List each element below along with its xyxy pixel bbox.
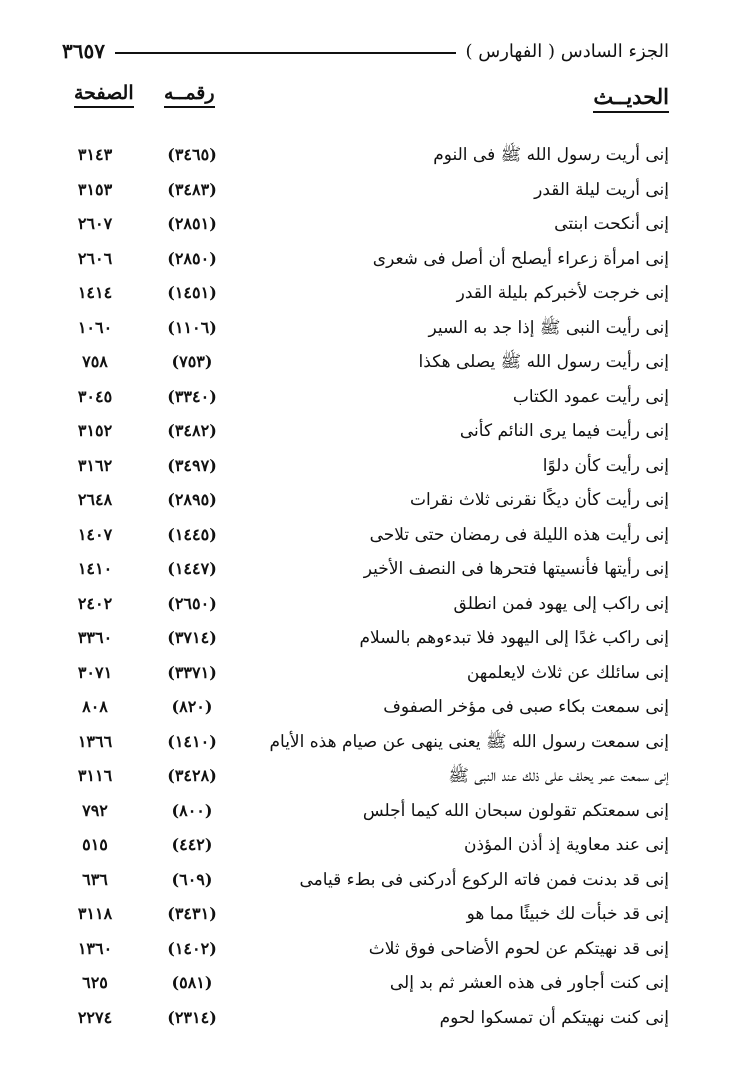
index-entry — [58, 380, 669, 415]
entry-hadith-text: إنى أريت ليلة القدر — [534, 179, 669, 200]
entry-page-number: ٣١١٦ — [77, 766, 113, 785]
entry-page-number: ٣١٥٢ — [77, 421, 113, 440]
entry-list — [58, 138, 669, 1035]
entry-page-number: ١٣٦٠ — [77, 938, 113, 958]
index-entry — [58, 207, 669, 242]
entry-page-number: ٥١٥ — [82, 835, 108, 854]
entry-hadith-number: (١٤٤٥) — [167, 524, 217, 544]
entry-page-number: ٧٩٢ — [82, 800, 108, 820]
page-number: ٣٦٥٧ — [62, 39, 105, 63]
index-entry — [58, 518, 669, 553]
index-entry — [58, 587, 669, 622]
entry-page-number: ٨٠٨ — [82, 697, 108, 716]
entry-page-number: ٣١٤٣ — [77, 145, 113, 164]
entry-hadith-text: إنى رأيت عمود الكتاب — [512, 386, 669, 407]
entry-page-number: ٢٦٠٦ — [77, 248, 113, 268]
entry-hadith-text: إنى عند معاوية إذ أذن المؤذن — [463, 835, 669, 855]
entry-hadith-text: إنى راكب غدًا إلى اليهود فلا تبدءوهم بالسلام — [359, 628, 669, 648]
entry-hadith-number: (٢٣١٤) — [167, 1007, 217, 1027]
entry-page-number: ١٤٠٧ — [77, 524, 113, 544]
entry-hadith-number: (١٤١٠) — [167, 731, 217, 751]
entry-hadith-number: (٦٠٩) — [171, 869, 213, 889]
entry-hadith-text: إنى رأيت رسول الله ﷺ يصلى هكذا — [418, 352, 669, 372]
entry-page-number: ٦٣٦ — [82, 869, 108, 889]
entry-hadith-text: إنى سائلك عن ثلاث لايعلمهن — [466, 662, 669, 683]
column-header-number: رقمــه — [164, 82, 215, 108]
entry-hadith-text: إنى رأيت كأن ديكًا نقرنى ثلاث نقرات — [410, 490, 669, 510]
index-entry — [58, 449, 669, 484]
entry-hadith-text: إنى كنت نهيتكم أن تمسكوا لحوم — [439, 1007, 669, 1028]
entry-hadith-number: (٨٠٠) — [171, 800, 213, 820]
entry-page-number: ٧٥٨ — [82, 352, 108, 371]
index-entry — [58, 552, 669, 587]
entry-hadith-text: إنى سمعت رسول الله ﷺ يعنى ينهى عن صيام هذه الأيام — [269, 731, 669, 752]
entry-hadith-number: (٣٤٦٥) — [167, 145, 217, 164]
entry-page-number: ٣١١٨ — [77, 904, 113, 923]
index-entry — [58, 311, 669, 346]
column-header-page: الصفحة — [74, 82, 134, 108]
entry-page-number: ١٤١٤ — [77, 283, 113, 302]
index-entry — [58, 759, 669, 794]
entry-hadith-text: إنى أريت رسول الله ﷺ فى النوم — [433, 145, 669, 165]
index-entry — [58, 276, 669, 311]
running-title: الجزء السادس ( الفهارس ) — [465, 40, 669, 62]
entry-page-number: ١٤١٠ — [77, 559, 113, 578]
index-entry — [58, 483, 669, 518]
entry-hadith-text: إنى رأيت النبى ﷺ إذا جد به السير — [428, 317, 669, 338]
entry-hadith-number: (٢٨٥٠) — [167, 248, 217, 268]
index-entry — [58, 242, 669, 277]
index-entry — [58, 1001, 669, 1036]
entry-hadith-text: إنى رأيت هذه الليلة فى رمضان حتى تلاحى — [369, 524, 669, 545]
index-entry — [58, 656, 669, 691]
entry-hadith-text: إنى سمعت بكاء صبى فى مؤخر الصفوف — [383, 697, 669, 717]
header-rule — [115, 52, 456, 54]
entry-page-number: ٣١٦٢ — [77, 455, 113, 475]
entry-hadith-number: (٢٨٩٥) — [167, 490, 217, 509]
index-entry — [58, 897, 669, 932]
entry-hadith-number: (٧٥٣) — [171, 352, 213, 371]
entry-page-number: ٣٣٦٠ — [77, 628, 113, 647]
index-entry — [58, 863, 669, 898]
index-entry — [58, 725, 669, 760]
entry-page-number: ٣٠٤٥ — [77, 386, 113, 406]
entry-hadith-number: (٥٨١) — [171, 973, 213, 992]
entry-hadith-number: (٣٤٢٨) — [167, 766, 217, 785]
entry-hadith-number: (١٤٤٧) — [167, 559, 217, 578]
entry-hadith-text: إنى قد بدنت فمن فاته الركوع أدركنى فى بطء قيامى — [299, 869, 669, 890]
entry-page-number: ٢٦٠٧ — [77, 214, 113, 233]
entry-hadith-text: إنى رأيتها فأنسيتها فتحرها فى النصف الأخير — [363, 559, 669, 579]
index-entry — [58, 345, 669, 380]
entry-page-number: ٢٢٧٤ — [77, 1007, 113, 1027]
index-entry — [58, 138, 669, 173]
entry-page-number: ٦٢٥ — [82, 973, 108, 992]
entry-hadith-text: إنى كنت أجاور فى هذه العشر ثم بد إلى — [389, 973, 669, 993]
entry-hadith-text: إنى سمعت عمر يحلف على ذلك عند النبى ﷺ — [448, 766, 669, 786]
entry-hadith-number: (٣٤٩٧) — [167, 455, 217, 475]
entry-hadith-number: (٣٤٨٢) — [167, 421, 217, 440]
entry-hadith-number: (١٤٠٢) — [167, 938, 217, 958]
entry-page-number: ٣١٥٣ — [77, 179, 113, 199]
entry-hadith-text: إنى سمعتكم تقولون سبحان الله كيما أجلس — [362, 800, 669, 821]
index-entry — [58, 828, 669, 863]
column-headers — [58, 82, 669, 116]
entry-hadith-number: (٣٣٧١) — [167, 662, 217, 682]
entry-page-number: ٢٤٠٢ — [77, 593, 113, 613]
entry-hadith-text: إنى قد خبأت لك خبيئًا مما هو — [466, 904, 669, 924]
entry-hadith-number: (٣٤٨٣) — [167, 179, 217, 199]
entry-hadith-text: إنى امرأة زعراء أيصلح أن أصل فى شعرى — [372, 248, 669, 269]
entry-hadith-text: إنى قد نهيتكم عن لحوم الأضاحى فوق ثلاث — [368, 938, 669, 959]
entry-hadith-number: (١١٠٦) — [167, 317, 217, 337]
index-entry — [58, 794, 669, 829]
entry-hadith-number: (٣٣٤٠) — [167, 386, 217, 406]
entry-hadith-number: (٢٨٥١) — [167, 214, 217, 233]
index-entry — [58, 966, 669, 1001]
entry-hadith-text: إنى رأيت فيما يرى النائم كأنى — [459, 421, 669, 441]
entry-page-number: ١٣٦٦ — [77, 731, 113, 751]
running-header — [62, 36, 669, 66]
index-entry — [58, 621, 669, 656]
entry-page-number: ١٠٦٠ — [77, 317, 113, 337]
entry-hadith-number: (٤٤٢) — [171, 835, 213, 854]
entry-hadith-text: إنى رأيت كأن دلوًا — [542, 455, 669, 476]
entry-hadith-number: (٨٢٠) — [171, 697, 213, 716]
entry-page-number: ٣٠٧١ — [77, 662, 113, 682]
column-header-hadith: الحديــث — [593, 84, 669, 113]
entry-hadith-text: إنى خرجت لأخبركم بليلة القدر — [456, 283, 669, 303]
entry-hadith-number: (١٤٥١) — [167, 283, 217, 302]
entry-hadith-number: (٢٦٥٠) — [167, 593, 217, 613]
index-entry — [58, 932, 669, 967]
entry-hadith-number: (٣٧١٤) — [167, 628, 217, 647]
index-entry — [58, 173, 669, 208]
index-entry — [58, 690, 669, 725]
entry-hadith-text: إنى راكب إلى يهود فمن انطلق — [453, 593, 669, 614]
entry-hadith-number: (٣٤٣١) — [167, 904, 217, 923]
entry-page-number: ٢٦٤٨ — [77, 490, 113, 509]
index-entry — [58, 414, 669, 449]
entry-hadith-text: إنى أنكحت ابنتى — [554, 214, 669, 234]
